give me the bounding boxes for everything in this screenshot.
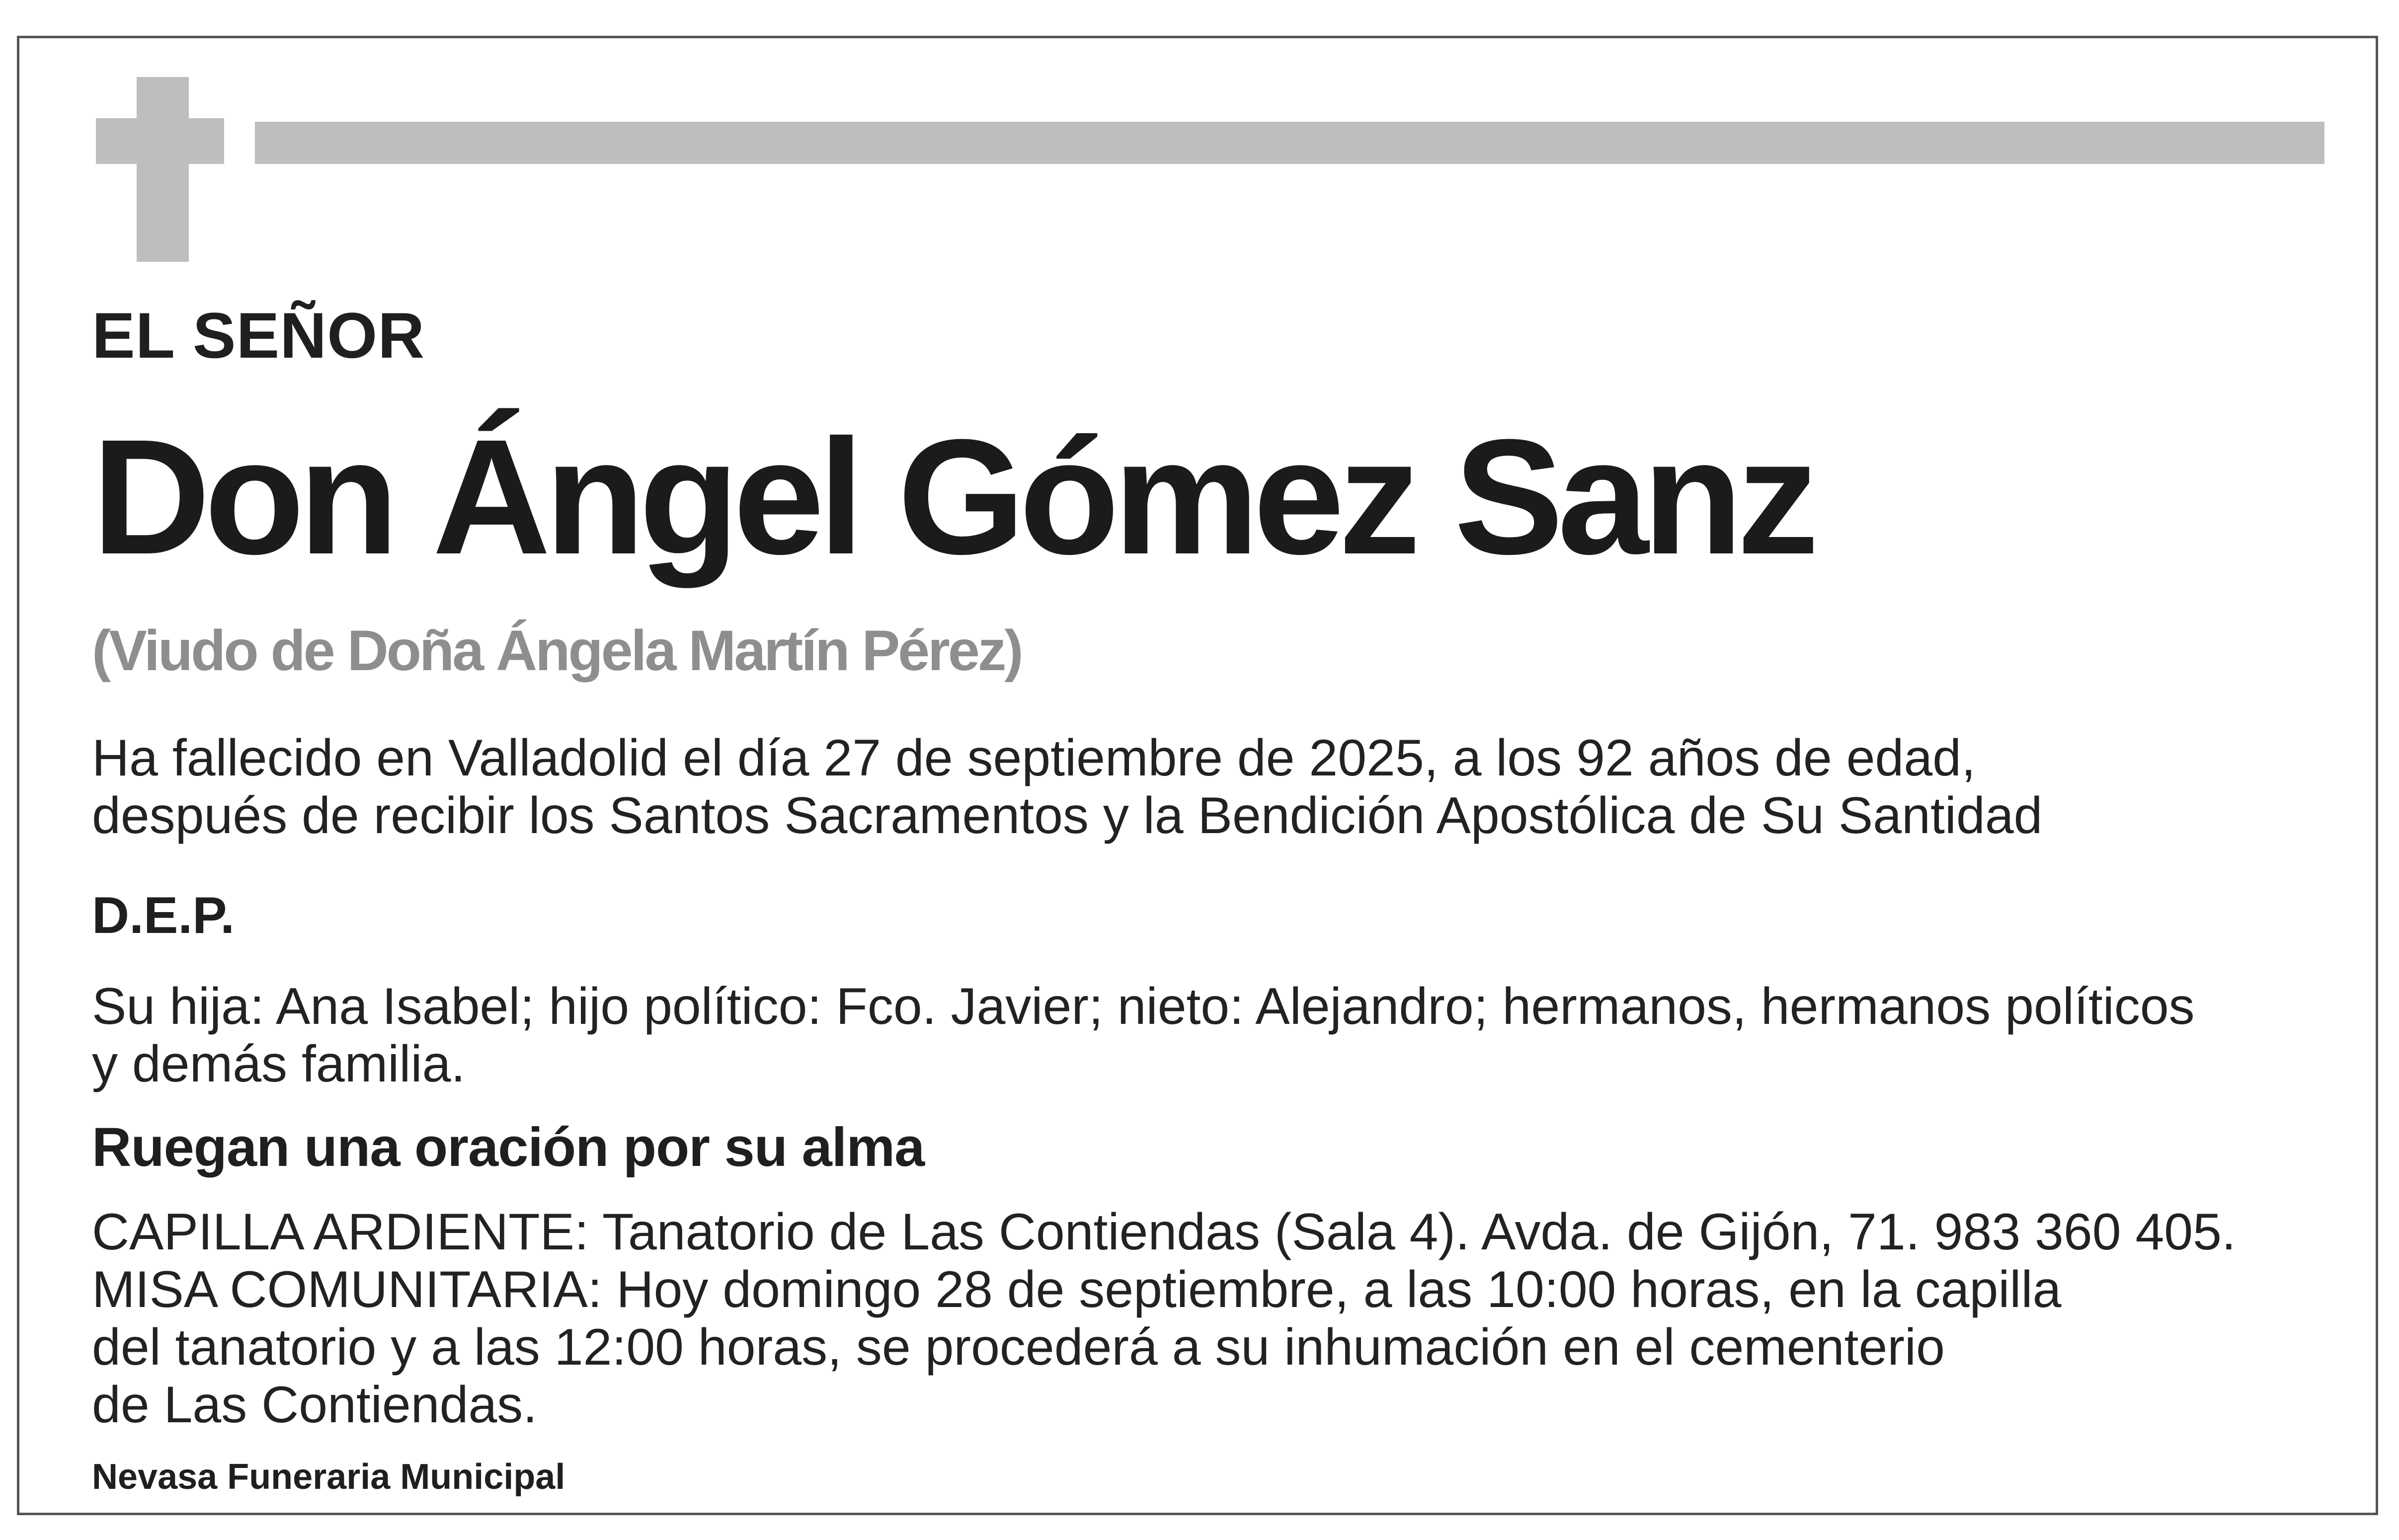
header-rule	[255, 122, 2324, 164]
funeral-home: Nevasa Funeraria Municipal	[92, 1457, 565, 1497]
prayer-request: Ruegan una oración por su alma	[92, 1117, 925, 1178]
service-details	[92, 1203, 2236, 1434]
family-line: y demás familia.	[92, 1035, 466, 1093]
family-line: Su hija: Ana Isabel; hijo político: Fco. Javier; nieto: Alejandro; hermanos, hermanos políticos	[92, 978, 2195, 1035]
death-line: Ha fallecido en Valladolid el día 27 de septiembre de 2025, a los 92 años de edad,	[92, 729, 1976, 787]
deceased-name: Don Ángel Gómez Sanz	[92, 405, 1813, 588]
death-line: después de recibir los Santos Sacramentos y la Bendición Apostólica de Su Santidad	[92, 787, 2043, 845]
cross-icon-crossbar	[96, 118, 224, 164]
details-line: del tanatorio y a las 12:00 horas, se procederá a su inhumación en el cementerio	[92, 1318, 1945, 1376]
honorific: EL SEÑOR	[92, 299, 425, 372]
details-line: MISA COMUNITARIA: Hoy domingo 28 de septiembre, a las 10:00 horas, en la capilla	[92, 1261, 2062, 1318]
rest-in-peace: D.E.P.	[92, 887, 235, 944]
family-list	[92, 978, 2195, 1093]
details-line: CAPILLA ARDIENTE: Tanatorio de Las Contiendas (Sala 4). Avda. de Gijón, 71. 983 360 405.	[92, 1203, 2236, 1261]
death-announcement	[92, 729, 2043, 845]
cross-icon	[137, 77, 189, 262]
widow-note: (Viudo de Doña Ángela Martín Pérez)	[92, 619, 1022, 683]
details-line: de Las Contiendas.	[92, 1376, 538, 1434]
